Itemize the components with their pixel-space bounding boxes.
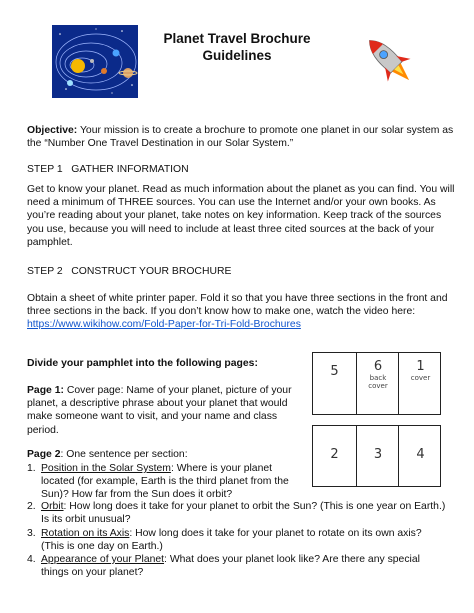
panel-2: 2 [330,447,339,462]
page2-paragraph [27,448,302,461]
objective-label: Objective: [27,125,78,136]
section-topic: Appearance of your Planet [41,554,165,565]
step1-paragraph: Get to know your planet. Read as much information about the planet as you can find. You will need a minimum of THREE sources. You can use the Internet and/or your own books. As you’re reading about your planet, take notes on key information. Keep track of the sources you use, because you will need to include at least three cited sources at the back of your pamphlet. [27,184,455,248]
panel-1: 1 cover [398,353,442,414]
page1-text: Cover page: Name of your planet, picture of your planet, a descriptive phrase about your planet that would make someone want to visit, and your name and class period. [27,385,292,436]
page1-paragraph [27,384,302,437]
step2-text: Obtain a sheet of white printer paper. Fold it so that you have three sections in the front and three sections in the back. If you don’t know how to make one, watch the video here: [27,293,448,318]
step2-heading: STEP 2 CONSTRUCT YOUR BROCHURE [27,266,232,277]
brochure-back-diagram [312,352,441,415]
panel-3: 3 [356,426,399,486]
page1-label: Page 1: [27,385,64,396]
section-topic: Orbit [41,501,64,512]
fold-video-link[interactable]: https://www.wikihow.com/Fold-Paper-for-Tri-Fold-Brochures [27,319,301,331]
step2-paragraph [27,292,457,332]
section-text: : What does your planet look like? Are there any special things on your planet? [41,554,420,579]
section-text: : Where is your planet located (for example, Earth is the third planet from the Sun)? How far from the Sun does it orbit? [41,463,289,501]
step1-heading: STEP 1 GATHER INFORMATION [27,164,189,175]
panel-6: 6 back cover [356,353,399,414]
section-text: : How long does it take for your planet to rotate on its own axis? (This is one day on Earth.) [41,528,422,553]
panel-4: 4 [398,426,442,486]
section-topic: Rotation on its Axis [41,528,130,539]
section-topic: Position in the Solar System [41,463,171,474]
section-text: : How long does it take for your planet to orbit the Sun? (This is one year on Earth.) Is its orbit unusual? [41,501,446,526]
panel-5: 5 [330,364,339,379]
title-line-1: Planet Travel Brochure [163,31,311,46]
page2-text: : One sentence per section: [60,449,188,460]
page2-label: Page 2 [27,449,61,460]
title-line-2: Guidelines [202,48,272,63]
objective-text: Your mission is to create a brochure to promote one planet in our solar system as the “Number One Travel Destination in our Solar System.” [27,125,454,150]
brochure-inside-diagram [312,425,441,487]
page-title [0,30,474,64]
divide-heading: Divide your pamphlet into the following pages: [27,358,258,369]
objective-paragraph [27,124,457,150]
